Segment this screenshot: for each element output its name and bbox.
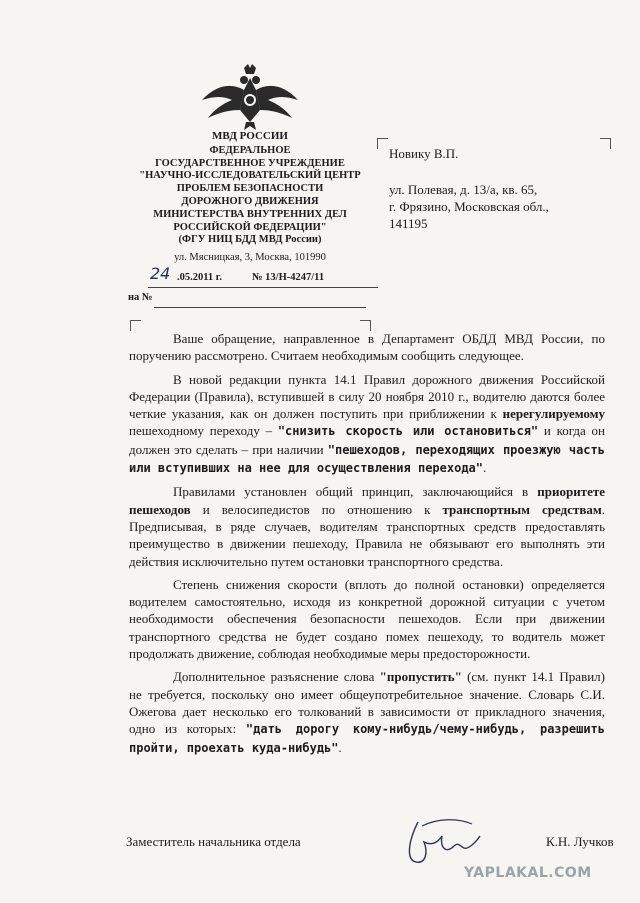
signature-icon (398, 812, 488, 872)
paragraph: Ваше обращение, направленное в Департамент ОБДД МВД России, по поручению рассмотрено. Считаем необходимым сообщить следующее. (129, 331, 605, 364)
org-line: ДОРОЖНОГО ДВИЖЕНИЯ (181, 195, 319, 207)
org-line: МИНИСТЕРСТВА ВНУТРЕННИХ ДЕЛ (153, 208, 347, 220)
paragraph: Правилами установлен общий принцип, заключающийся в приоритете пешеходов и велосипедистов по отношению к транспортным средствам. Предписывая, в ряде случаев, водителям транспортных средств предоставлять преимущество в движении пешеходу, Правила не обязывают его выполнять эти действия исключительно путем остановки транспортного средства. (129, 484, 605, 569)
letter-body (129, 330, 605, 763)
recipient-address-line: г. Фрязино, Московская обл., (389, 199, 549, 214)
org-line: ПРОБЛЕМ БЕЗОПАСНОСТИ (176, 183, 324, 195)
eagle-emblem-icon (200, 60, 300, 130)
paragraph: В новой редакции пункта 14.1 Правил дорожного движения Российской Федерации (Правила), вступившей в силу 20 ноября 2010 г., водителю даются более четкие указания, как он должен поступить при приближении к нерегулируемому пешеходному переходу – "снизить скорость или остановиться" и когда он должен это сделать – при наличии "пешеходов, переходящих проезжую часть или вступивших на нее для осуществления перехода". (129, 371, 605, 476)
paragraph: Степень снижения скорости (вплоть до полной остановки) определяется водителем самостоятельно, исходя из конкретной дорожной ситуации с учетом необходимости обеспечения безопасности пешеходов. Если при движении транспортного средства не будет создано помех пешеходу, то водитель может продолжать движение, соблюдая необходимые меры предосторожности. (129, 576, 605, 662)
ministry-title: МВД РОССИИ (212, 130, 288, 142)
recipient-block (389, 145, 549, 232)
org-line: ФЕДЕРАЛЬНОЕ (209, 144, 291, 156)
document-date: .05.2011 г. (177, 272, 223, 283)
org-line: "НАУЧНО-ИССЛЕДОВАТЕЛЬСКИЙ ЦЕНТР (139, 170, 361, 182)
underline (154, 307, 366, 308)
org-line: РОССИЙСКОЙ ФЕДЕРАЦИИ" (173, 221, 327, 233)
recipient-address-line: ул. Полевая, д. 13/а, кв. 65, (389, 182, 538, 197)
signer-name: К.Н. Лучков (546, 834, 614, 849)
date-number-line (128, 264, 378, 288)
reply-to-label: на № (128, 292, 153, 303)
org-line: ГОСУДАРСТВЕННОЕ УЧРЕЖДЕНИЕ (155, 157, 345, 169)
site-watermark: YAPLAKAL.COM (464, 865, 592, 881)
corner-mark (377, 138, 388, 149)
corner-mark (600, 138, 611, 149)
underline (148, 287, 378, 288)
recipient-name: Новику В.П. (389, 146, 459, 161)
org-line: (ФГУ НИЦ БДД МВД России) (178, 234, 322, 246)
document-number: № 13/Н-4247/11 (252, 272, 325, 283)
recipient-address-line: 141195 (389, 216, 428, 231)
org-address: ул. Мясницкая, 3, Москва, 101990 (174, 252, 326, 264)
handwritten-date: 24 (150, 264, 171, 283)
reply-to-line (128, 292, 366, 310)
paragraph: Дополнительное разъяснение слова "пропустить" (см. пункт 14.1 Правил) не требуется, поскольку оно имеет общеупотребительное значение. Словарь С.И. Ожегова дает несколько его толкований в зависимости от прикладного значения, одно из которых: "дать дорогу кому-нибудь/чему-нибудь, разрешить пройти, проехать куда-нибудь". (129, 669, 605, 755)
signer-position: Заместитель начальника отдела (126, 834, 301, 849)
organization-header (130, 130, 370, 265)
